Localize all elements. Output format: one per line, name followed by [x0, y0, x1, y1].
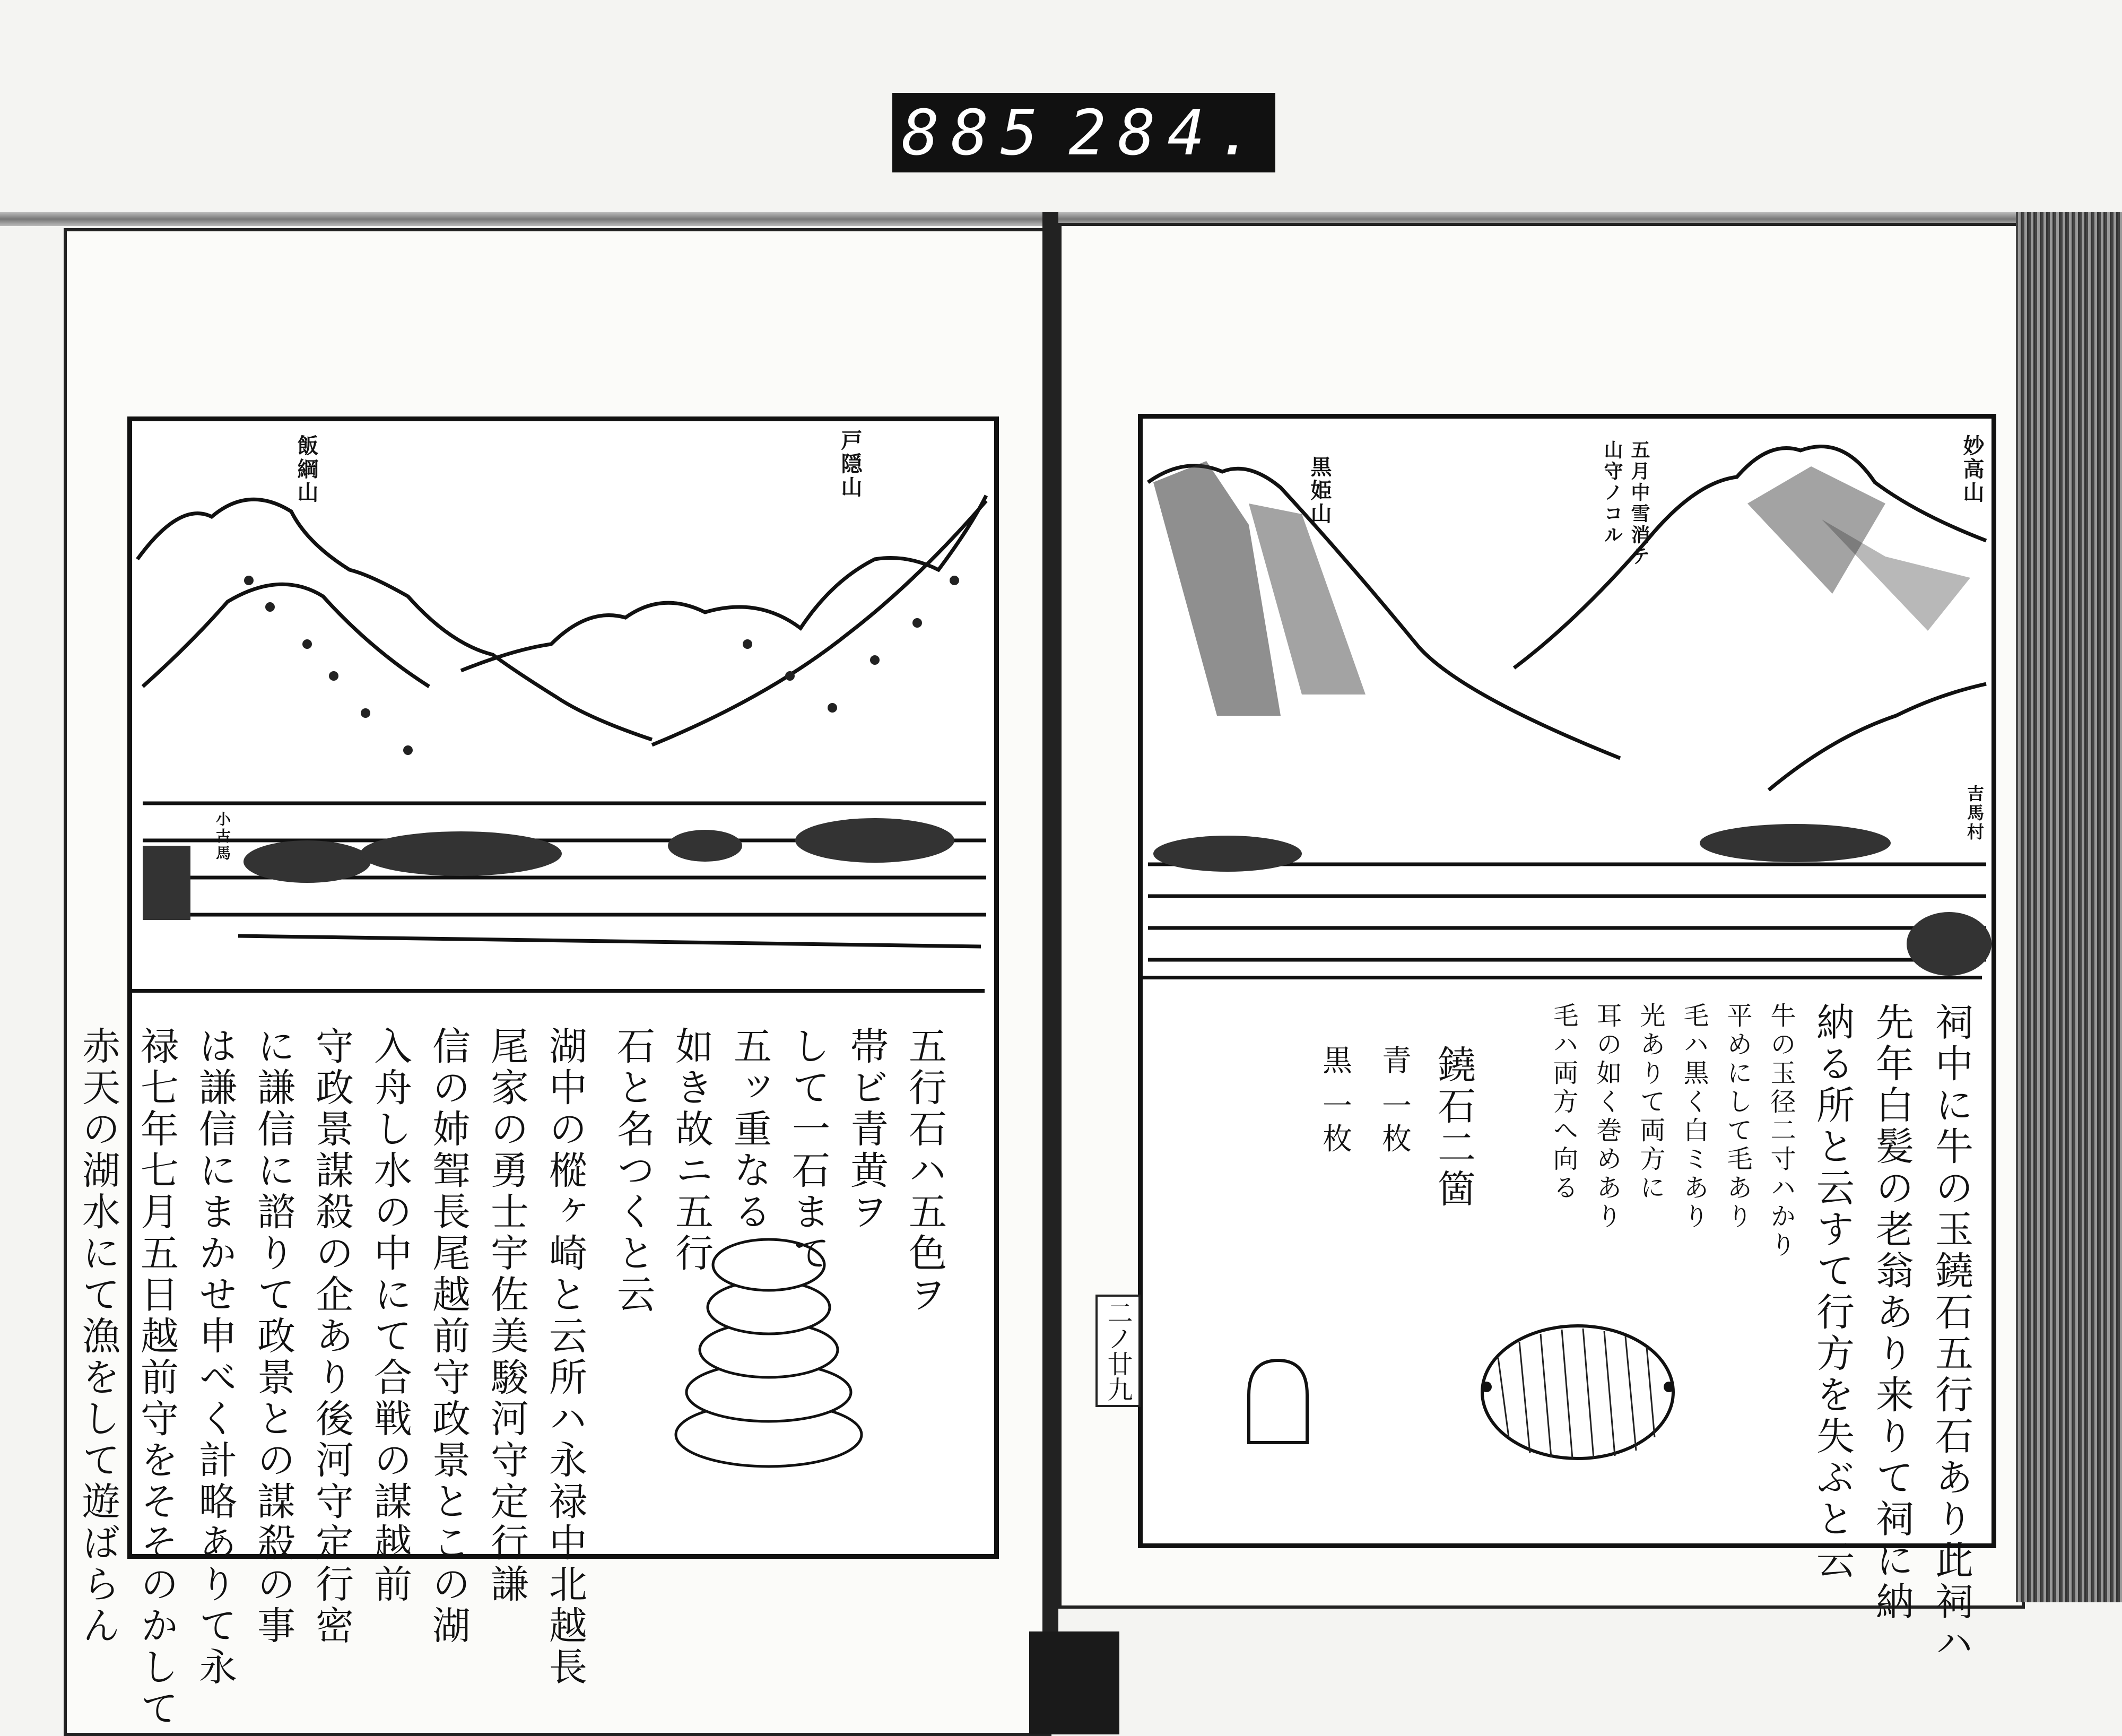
left-page-text-column	[76, 1026, 949, 1730]
text-line: して一石まて	[786, 1026, 830, 1274]
text-line: 如き故ニ五行	[669, 1026, 714, 1274]
text-line: 禄七年七月五日越前守をそそのかして	[134, 1026, 179, 1730]
text-line: 黒 一枚	[1318, 1045, 1352, 1156]
text-line: 石と名つくと云	[611, 1026, 655, 1316]
right-landscape-illustration	[1143, 419, 1991, 976]
text-line: 先年白髪の老翁あり来りて祠に納	[1869, 1002, 1914, 1623]
left-landscape-illustration	[132, 421, 994, 989]
text-line: 青 一枚	[1377, 1045, 1412, 1156]
text-line: 耳の如く巻めあり	[1592, 1002, 1622, 1231]
right-page-text-column	[1217, 1002, 1976, 1664]
text-line: 毛ハ黒く白ミあり	[1679, 1002, 1709, 1231]
text-line: 牛の玉径二寸ハかり	[1766, 1002, 1796, 1260]
text-line: 光ありて両方に	[1636, 1002, 1665, 1203]
text-line: に謙信に諮りて政景との謀殺の事	[251, 1026, 295, 1647]
text-line: 守政景謀殺の企あり後河守定行密	[309, 1026, 354, 1647]
text-line: 赤天の湖水にて漁をして遊ばらん	[76, 1026, 120, 1647]
label-myoko-mountain: 妙高山	[1960, 435, 1985, 505]
text-line: 帯ビ青黄ヲ	[844, 1026, 889, 1233]
label-village: 吉馬村	[1964, 785, 1985, 842]
label-komagoe: 小古馬	[214, 811, 231, 862]
catalog-number-plate	[892, 93, 1275, 172]
text-gap	[1489, 1002, 1536, 1512]
spine-clip	[1029, 1631, 1119, 1734]
label-kurohime-mountain: 黒姫山	[1307, 456, 1332, 526]
page-stack-edge	[2016, 212, 2122, 1602]
text-line: 尾家の勇士宇佐美駿河守定行謙	[484, 1026, 529, 1605]
catalog-number-left: 885	[901, 96, 1050, 169]
page-number: 二ノ廿九	[1095, 1295, 1141, 1407]
label-togakushi-mountain: 戸隠山	[838, 429, 863, 499]
left-page-divider	[132, 989, 985, 993]
label-iizuna-mountain: 飯綱山	[294, 435, 319, 505]
right-page-frame	[1138, 414, 1996, 1664]
text-line: 毛ハ両方へ向る	[1549, 1002, 1578, 1203]
catalog-number-right: 284.	[1068, 96, 1266, 169]
text-line: 平めにして毛あり	[1723, 1002, 1752, 1231]
text-line: 祠中に牛の玉鐃石五行石あり此祠ハ	[1929, 1002, 1973, 1664]
book-spine	[1042, 212, 1058, 1734]
text-line: 湖中の樅ヶ崎と云所ハ永禄中北越長	[543, 1026, 587, 1688]
text-line: 納る所と云すて行方を失ぶと云	[1810, 1002, 1855, 1582]
left-page-frame	[76, 416, 999, 1730]
text-line: 五行石ハ五色ヲ	[902, 1026, 947, 1316]
text-line: 信の姉聟長尾越前守政景とこの湖	[426, 1026, 471, 1647]
text-line: 五ッ重なる	[727, 1026, 772, 1233]
text-line: は謙信にまかせ申べく計略ありて永	[193, 1026, 237, 1688]
label-snow-note: 五月中雪消テ山守ノコル	[1601, 440, 1650, 567]
right-page-divider	[1143, 976, 1982, 979]
text-line: 入舟し水の中にて合戦の謀越前	[368, 1026, 412, 1605]
text-line: 鐃石二箇	[1431, 1045, 1476, 1210]
